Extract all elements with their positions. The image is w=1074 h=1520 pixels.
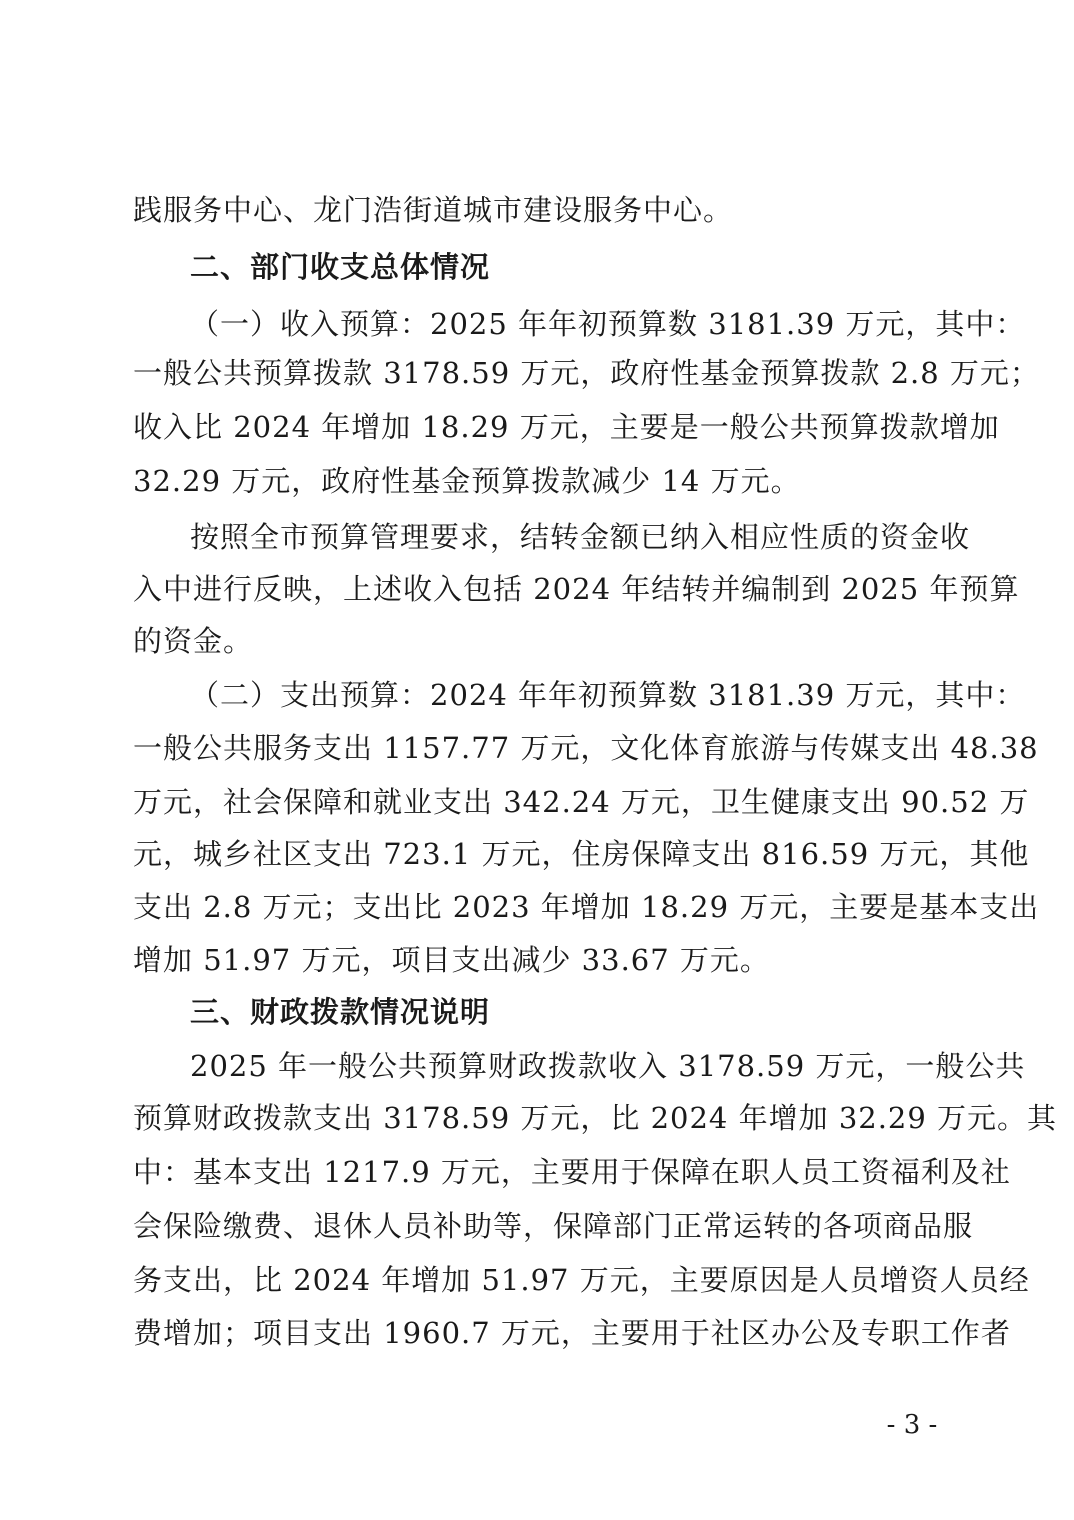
section-heading: 二、部门收支总体情况 (190, 250, 491, 284)
body-text-line: 增加 51.97 万元，项目支出减少 33.67 万元。 (133, 943, 770, 977)
body-text-line: 的资金。 (133, 624, 254, 658)
body-text-line: 万元，社会保障和就业支出 342.24 万元，卫生健康支出 90.52 万 (133, 785, 1030, 819)
body-text-line: 预算财政拨款支出 3178.59 万元，比 2024 年增加 32.29 万元。其 (133, 1101, 1058, 1135)
body-text-line: 会保险缴费、退休人员补助等，保障部门正常运转的各项商品服 (133, 1209, 974, 1243)
body-text-line: 元，城乡社区支出 723.1 万元，住房保障支出 816.59 万元，其他 (133, 837, 1030, 871)
section-heading: 三、财政拨款情况说明 (190, 995, 491, 1029)
body-text-line: （二）支出预算：2024 年年初预算数 3181.39 万元，其中： (190, 678, 1026, 712)
body-text-line: （一）收入预算：2025 年年初预算数 3181.39 万元，其中： (190, 307, 1026, 341)
body-text-line: 务支出，比 2024 年增加 51.97 万元，主要原因是人员增资人员经 (133, 1263, 1030, 1297)
body-text-line: 入中进行反映，上述收入包括 2024 年结转并编制到 2025 年预算 (133, 572, 1020, 606)
body-text-line: 2025 年一般公共预算财政拨款收入 3178.59 万元，一般公共 (190, 1049, 1026, 1083)
body-text-line: 32.29 万元，政府性基金预算拨款减少 14 万元。 (133, 464, 801, 498)
body-text-line: 践服务中心、龙门浩街道城市建设服务中心。 (133, 193, 734, 227)
body-text-line: 按照全市预算管理要求，结转金额已纳入相应性质的资金收 (190, 520, 971, 554)
body-text-line: 中：基本支出 1217.9 万元，主要用于保障在职人员工资福利及社 (133, 1155, 1011, 1189)
body-text-line: 一般公共服务支出 1157.77 万元，文化体育旅游与传媒支出 48.38 (133, 731, 1039, 765)
body-text-line: 收入比 2024 年增加 18.29 万元，主要是一般公共预算拨款增加 (133, 410, 1000, 444)
body-text-line: 费增加；项目支出 1960.7 万元，主要用于社区办公及专职工作者 (133, 1316, 1011, 1350)
page-number: - 3 - (886, 1410, 938, 1440)
body-text-line: 支出 2.8 万元；支出比 2023 年增加 18.29 万元，主要是基本支出 (133, 890, 1040, 924)
body-text-line: 一般公共预算拨款 3178.59 万元，政府性基金预算拨款 2.8 万元； (133, 356, 1040, 390)
